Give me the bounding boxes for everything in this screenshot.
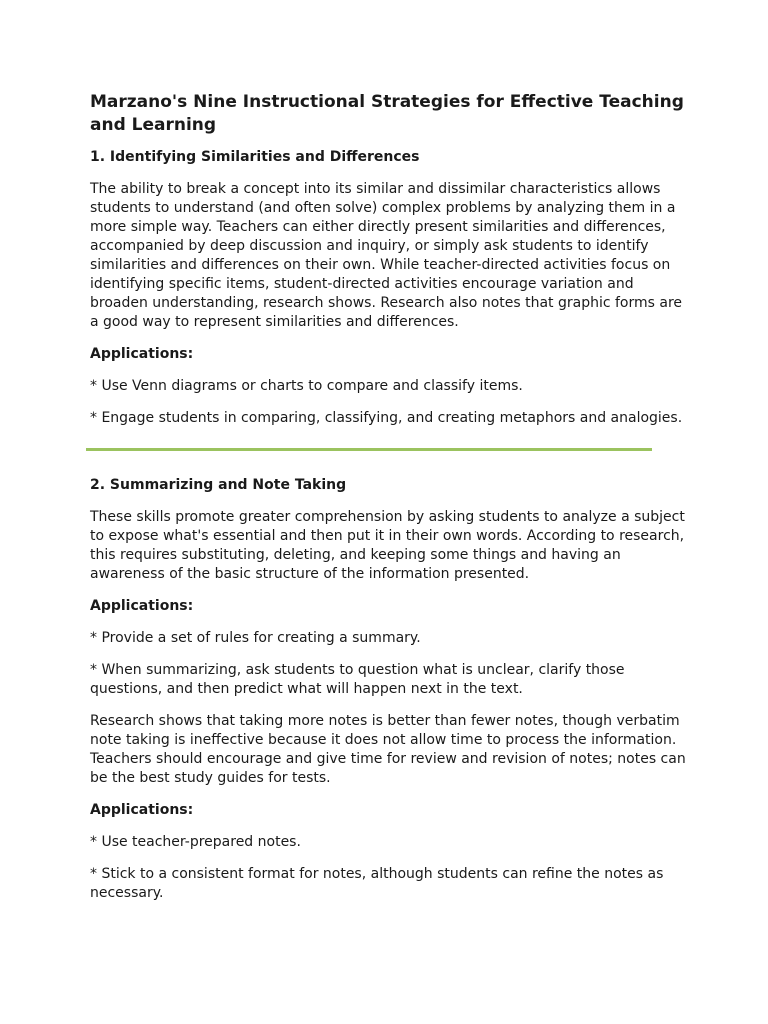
- applications-label: Applications:: [90, 802, 194, 818]
- section-heading: 1. Identifying Similarities and Differences: [90, 149, 420, 165]
- applications-label: Applications:: [90, 346, 194, 362]
- section-divider: [86, 448, 652, 451]
- application-item: * Provide a set of rules for creating a summary.: [90, 630, 421, 646]
- applications-label: Applications:: [90, 598, 194, 614]
- section-summarizing-note-taking: [90, 476, 688, 903]
- section-heading: 2. Summarizing and Note Taking: [90, 477, 347, 493]
- section-paragraph: The ability to break a concept into its similar and dissimilar characteristics allows students to understand (and often solve) complex problems by analyzing them in a more simple way. Teachers can either directly present similarities and differences, accompanied by deep discussion and inquiry, or simply ask students to identify similarities and differences on their own. While teacher-directed activities focus on identifying specific items, student-directed activities encourage variation and broaden understanding, research shows. Research also notes that graphic forms are a good way to represent similarities and differences.: [90, 181, 683, 330]
- application-item: * When summarizing, ask students to question what is unclear, clarify those questions, and then predict what will happen next in the text.: [90, 662, 625, 697]
- application-item: * Use teacher-prepared notes.: [90, 834, 301, 850]
- section-identifying-similarities: [90, 148, 688, 428]
- application-item: * Use Venn diagrams or charts to compare and classify items.: [90, 378, 523, 394]
- section-paragraph: Research shows that taking more notes is better than fewer notes, though verbatim note taking is ineffective because it does not allow time to process the information. Teachers should encourage and give time for review and revision of notes; notes can be the best study guides for tests.: [90, 713, 686, 786]
- document-title: Marzano's Nine Instructional Strategies for Effective Teaching and Learning: [90, 92, 684, 135]
- application-item: * Stick to a consistent format for notes, although students can refine the notes as necessary.: [90, 866, 664, 901]
- section-paragraph: These skills promote greater comprehension by asking students to analyze a subject to expose what's essential and then put it in their own words. According to research, this requires substituting, deleting, and keeping some things and having an awareness of the basic structure of the information presented.: [90, 509, 685, 582]
- application-item: * Engage students in comparing, classifying, and creating metaphors and analogies.: [90, 410, 683, 426]
